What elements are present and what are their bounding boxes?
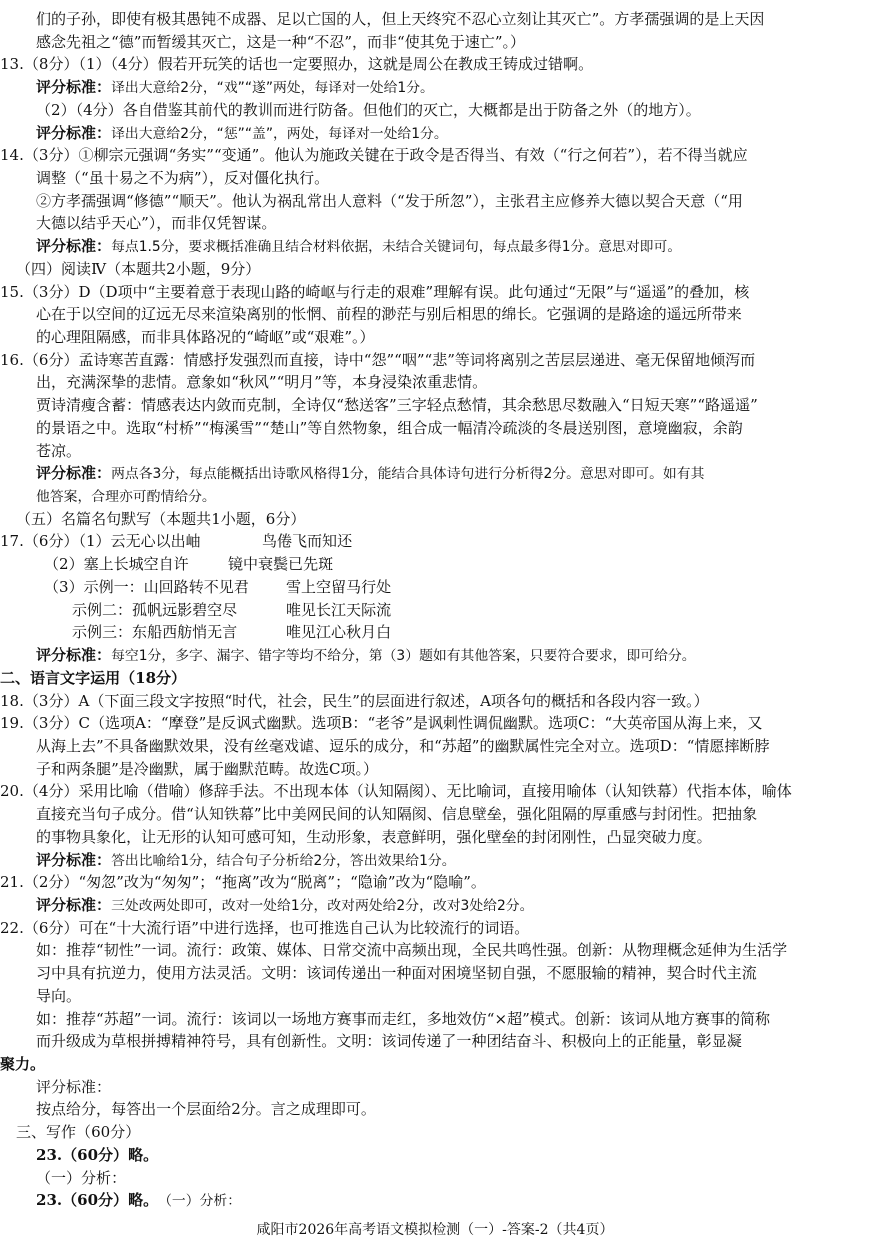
scoring-standard: 评分标准：每点1.5分，要求概括准确且结合材料依据，未结合关键词句，每点最多得1分。意思对即可。 <box>36 237 682 256</box>
answer-19: 19.（3分）C（选项A：“摩登”是反讽式幽默。选项B：“老爷”是讽刺性调侃幽默。选项C：“大英帝国从海上来，又 <box>0 714 763 733</box>
text-line: 从海上去”不具备幽默效果，没有丝毫戏谑、逗乐的成分，和“苏超”的幽默属性完全对立。选项D：“情愿摔断脖 <box>36 736 770 755</box>
scoring-standard: 评分标准：译出大意给2分，“惩”“盖”，两处，每译对一处给1分。 <box>36 123 448 142</box>
answer-14: 14.（3分）①柳宗元强调“务实”“变通”。他认为施政关键在于政令是否得当、有效（“行之何若”），若不得当就应 <box>0 146 748 165</box>
answer-16: 16.（6分）孟诗寒苦直露：情感抒发强烈而直接，诗中“怨”“咽”“悲”等词将离别之苦层层递进、毫无保留地倾泻而 <box>0 350 756 369</box>
text-line: 聚力。 <box>0 1054 46 1073</box>
text-line: 按点给分，每答出一个层面给2分。言之成理即可。 <box>36 1100 376 1119</box>
text-line: 示例二：孤帆远影碧空尽 唯见长江天际流 <box>72 600 392 619</box>
section-heading: 二、语言文字运用（18分） <box>0 668 187 687</box>
text-line: （一）分析： <box>36 1168 127 1187</box>
answer-20: 20.（4分）采用比喻（借喻）修辞手法。不出现本体（认知隔阂）、无比喻词，直接用喻体（认知铁幕）代指本体，喻体 <box>0 782 792 801</box>
text-line: 而升级成为草根拼搏精神符号，具有创新性。文明：该词传递了一种团结奋斗、积极向上的正能量，彰显凝 <box>36 1032 742 1051</box>
scoring-standard: 评分标准：答出比喻给1分，结合句子分析给2分，答出效果给1分。 <box>36 850 456 869</box>
text-line: 们的子孙，即使有极其愚钝不成器、足以亡国的人，但上天终究不忍心立刻让其灭亡”。方孝孺强调的是上天因 <box>36 10 765 28</box>
text-line: 的心理阻隔感，而非具体路况的“崎岖”或“艰难”。） <box>36 328 375 347</box>
text-line: 三、写作（60分） <box>16 1123 141 1142</box>
text-line: （2）（4分）各自借鉴其前代的教训而进行防备。但他们的灭亡，大概都是出于防备之外（的地方）。 <box>36 100 701 119</box>
text-line: 导向。 <box>36 986 82 1005</box>
text-line: 23.（60分）略。（一）分析： <box>36 1191 242 1210</box>
text-line: 大德以结乎天心”），而非仅凭智谋。 <box>36 214 277 233</box>
text-line: 调整（“虽十易之不为病”），反对僵化执行。 <box>36 169 330 188</box>
text-line: 苍凉。 <box>36 441 82 460</box>
text-line: 的景语之中。选取“村桥”“梅溪雪”“楚山”等自然物象，组合成一幅清冷疏淡的冬晨送别图，意境幽寂，余韵 <box>36 418 743 437</box>
text-line: 评分标准： <box>36 1077 112 1096</box>
text-line: 贾诗清瘦含蓄：情感表达内敛而克制，全诗仅“愁送客”三字轻点愁情，其余愁思尽数融入“日短天寒”“路遥遥” <box>36 396 758 415</box>
section-heading: （四）阅读Ⅳ（本题共2小题，9分） <box>16 259 261 278</box>
text-line: （2）塞上长城空自许 镜中衰鬓已先斑 <box>44 555 334 574</box>
text-line: 出，充满深挚的悲情。意象如“秋风”“明月”等，本身浸染浓重悲情。 <box>36 373 488 392</box>
text-line: 他答案，合理亦可酌情给分。 <box>36 489 216 506</box>
scoring-standard: 评分标准：三处改两处即可，改对一处给1分，改对两处给2分，改对3处给2分。 <box>36 895 534 914</box>
text-line: 示例三：东船西舫悄无言 唯见江心秋月白 <box>72 623 392 642</box>
text-line: 23.（60分）略。 <box>36 1145 159 1164</box>
answer-22: 22.（6分）可在“十大流行语”中进行选择，也可推选自己认为比较流行的词语。 <box>0 918 530 937</box>
text-line: 直接充当句子成分。借“认知铁幕”比中美网民间的认知隔阂、信息壁垒，强化阻隔的厚重感与封闭性。把抽象 <box>36 805 758 824</box>
text-line: 感念先祖之“德”而暂缓其灭亡，这是一种“不忍”，而非“使其免于速亡”。） <box>36 32 526 51</box>
text-line: ②方孝孺强调“修德”“顺天”。他认为祸乱常出人意料（“发于所忽”），主张君主应修养大德以契合天意（“用 <box>36 191 743 210</box>
scoring-standard: 评分标准：两点各3分，每点能概括出诗歌风格得1分，能结合具体诗句进行分析得2分。意思对即可。如有其 <box>36 464 705 483</box>
answer-21: 21.（2分）“匆忽”改为“匆匆”；“拖离”改为“脱离”；“隐谕”改为“隐喻”。 <box>0 873 486 892</box>
answer-15: 15.（3分）D（D项中“主要着意于表现山路的崎岖与行走的艰难”理解有误。此句通过“无限”与“遥遥”的叠加，核 <box>0 282 750 301</box>
text-line: 的事物具象化，让无形的认知可感可知，生动形象，表意鲜明，强化壁垒的封闭刚性，凸显突破力度。 <box>36 827 712 846</box>
page-footer: 咸阳市2026年高考语文模拟检测（一）-答案-2（共4页） <box>256 1222 614 1238</box>
text-line: 如：推荐“韧性”一词。流行：政策、媒体、日常交流中高频出现，全民共鸣性强。创新：从物理概念延伸为生活学 <box>36 941 788 960</box>
text-line: 如：推荐“苏超”一词。流行：该词以一场地方赛事而走红，多地效仿“×超”模式。创新：该词从地方赛事的简称 <box>36 1009 771 1028</box>
text-line: 子和两条腿”是冷幽默，属于幽默范畴。故选C项。） <box>36 759 378 778</box>
answer-13: 13.（8分）（1）（4分）假若开玩笑的话也一定要照办，这就是周公在教成王铸成过错啊。 <box>0 55 594 74</box>
answer-17: 17.（6分）（1）云无心以出岫 鸟倦飞而知还 <box>0 532 353 551</box>
answer-18: 18.（3分）A（下面三段文字按照“时代，社会，民生”的层面进行叙述，A项各句的概括和各段内容一致。） <box>0 691 709 710</box>
text-line: （3）示例一：山回路转不见君 雪上空留马行处 <box>44 577 392 596</box>
text-line: 习中具有抗逆力，使用方法灵活。文明：该词传递出一种面对困境坚韧自强，不愿服输的精神，契合时代主流 <box>36 964 757 983</box>
scoring-standard: 评分标准：译出大意给2分，“戏”“遂”两处，每译对一处给1分。 <box>36 78 434 97</box>
text-line: 心在于以空间的辽远无尽来渲染离别的怅惘、前程的渺茫与别后相思的绵长。它强调的是路途的遥远所带来 <box>36 305 742 324</box>
section-heading: （五）名篇名句默写（本题共1小题，6分） <box>16 509 306 528</box>
scoring-standard: 评分标准：每空1分，多字、漏字、错字等均不给分，第（3）题如有其他答案，只要符合要求，即可给分。 <box>36 646 696 665</box>
